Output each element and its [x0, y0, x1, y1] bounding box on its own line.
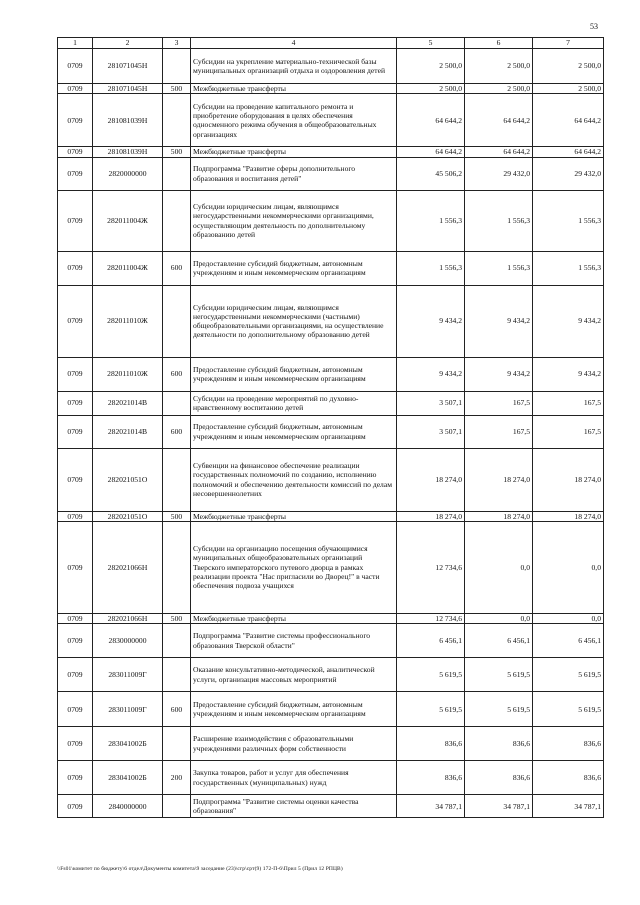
cell-c6: 6 456,1 — [465, 624, 533, 658]
cell-c3 — [163, 49, 191, 84]
cell-c6: 5 619,5 — [465, 658, 533, 692]
cell-c5: 9 434,2 — [397, 285, 465, 357]
cell-c7: 6 456,1 — [533, 624, 604, 658]
cell-c6: 5 619,5 — [465, 692, 533, 727]
cell-c4: Межбюджетные трансферты — [191, 613, 397, 623]
table-row — [58, 94, 604, 147]
table-row — [58, 448, 604, 511]
cell-c5: 2 500,0 — [397, 84, 465, 94]
cell-c2: 281071045Н — [93, 49, 163, 84]
cell-c5: 1 556,3 — [397, 251, 465, 285]
cell-c6: 9 434,2 — [465, 357, 533, 391]
cell-c4: Субсидии юридическим лицам, являющимся негосударственными некоммерческими (частными) общеобразовательными организациями, на осуществление деятельности по дополнительному образованию детей — [191, 285, 397, 357]
cell-c2: 281071045Н — [93, 84, 163, 94]
cell-c5: 3 507,1 — [397, 415, 465, 448]
cell-c7: 9 434,2 — [533, 357, 604, 391]
cell-c1: 0709 — [58, 727, 93, 761]
cell-c5: 6 456,1 — [397, 624, 465, 658]
cell-c2: 282021066Н — [93, 521, 163, 613]
cell-c7: 0,0 — [533, 613, 604, 623]
cell-c4: Субсидии на укрепление материально-технической базы муниципальных организаций отдыха и оздоровления детей — [191, 49, 397, 84]
cell-c4: Субсидии на проведение мероприятий по духовно-нравственному воспитанию детей — [191, 391, 397, 415]
cell-c3: 500 — [163, 84, 191, 94]
cell-c7: 167,5 — [533, 415, 604, 448]
cell-c2: 282021014В — [93, 415, 163, 448]
cell-c5: 5 619,5 — [397, 692, 465, 727]
cell-c5: 34 787,1 — [397, 795, 465, 818]
cell-c4: Предоставление субсидий бюджетным, автономным учреждениям и иным некоммерческим организациям — [191, 357, 397, 391]
budget-table — [57, 37, 604, 818]
table-row — [58, 147, 604, 157]
cell-c4: Субвенции на финансовое обеспечение реализации государственных полномочий по созданию, исполнению полномочий и обеспечению деятельности комиссий по делам несовершеннолетних — [191, 448, 397, 511]
cell-c2: 282011010Ж — [93, 357, 163, 391]
cell-c6: 2 500,0 — [465, 84, 533, 94]
cell-c6: 9 434,2 — [465, 285, 533, 357]
cell-c1: 0709 — [58, 624, 93, 658]
cell-c4: Субсидии на организацию посещения обучающимися муниципальных общеобразовательных организаций Тверского императорского путевого дворца в рамках реализации проекта "Нас пригласили во Дворец!" в части обеспечения подвоза учащихся — [191, 521, 397, 613]
cell-c5: 45 506,2 — [397, 157, 465, 190]
cell-c1: 0709 — [58, 761, 93, 795]
cell-c7: 29 432,0 — [533, 157, 604, 190]
cell-c5: 64 644,2 — [397, 147, 465, 157]
cell-c5: 2 500,0 — [397, 49, 465, 84]
cell-c3 — [163, 624, 191, 658]
cell-c2: 282021051О — [93, 448, 163, 511]
cell-c3 — [163, 448, 191, 511]
cell-c4: Подпрограмма "Развитие сферы дополнительного образования и воспитания детей" — [191, 157, 397, 190]
table-row — [58, 511, 604, 521]
cell-c2: 282011004Ж — [93, 190, 163, 251]
cell-c4: Субсидии юридическим лицам, являющимся негосударственными некоммерческими организациями, осуществляющим деятельность по дополнительному образованию детей — [191, 190, 397, 251]
cell-c6: 1 556,3 — [465, 190, 533, 251]
cell-c3: 600 — [163, 415, 191, 448]
table-row — [58, 727, 604, 761]
cell-c6: 1 556,3 — [465, 251, 533, 285]
cell-c2: 283041002Б — [93, 761, 163, 795]
cell-c1: 0709 — [58, 692, 93, 727]
cell-c2: 282011004Ж — [93, 251, 163, 285]
header-cell: 7 — [533, 38, 604, 49]
cell-c2: 2840000000 — [93, 795, 163, 818]
cell-c6: 64 644,2 — [465, 94, 533, 147]
cell-c1: 0709 — [58, 49, 93, 84]
cell-c5: 12 734,6 — [397, 521, 465, 613]
cell-c7: 836,6 — [533, 761, 604, 795]
cell-c2: 281081039Н — [93, 94, 163, 147]
cell-c7: 1 556,3 — [533, 190, 604, 251]
cell-c3 — [163, 727, 191, 761]
cell-c6: 836,6 — [465, 727, 533, 761]
cell-c1: 0709 — [58, 84, 93, 94]
cell-c3: 600 — [163, 251, 191, 285]
table-row — [58, 49, 604, 84]
cell-c4: Предоставление субсидий бюджетным, автономным учреждениям и иным некоммерческим организациям — [191, 692, 397, 727]
cell-c4: Подпрограмма "Развитие системы профессионального образования Тверской области" — [191, 624, 397, 658]
header-cell: 1 — [58, 38, 93, 49]
cell-c6: 2 500,0 — [465, 49, 533, 84]
file-path-footer: \\Fs01\комитет по бюджету\6 отдел\Документы комитета\9 заседание (23)\сгр\срт(9) 172-П-6\Прил 5 (Прил 12 РПЦВ) — [57, 866, 343, 872]
cell-c2: 283011009Г — [93, 692, 163, 727]
cell-c6: 64 644,2 — [465, 147, 533, 157]
cell-c3: 500 — [163, 511, 191, 521]
cell-c7: 18 274,0 — [533, 511, 604, 521]
cell-c3 — [163, 658, 191, 692]
cell-c5: 9 434,2 — [397, 357, 465, 391]
cell-c6: 18 274,0 — [465, 448, 533, 511]
table-row — [58, 795, 604, 818]
table-row — [58, 157, 604, 190]
cell-c3: 500 — [163, 147, 191, 157]
cell-c1: 0709 — [58, 190, 93, 251]
cell-c2: 282021014В — [93, 391, 163, 415]
header-cell: 6 — [465, 38, 533, 49]
header-cell: 5 — [397, 38, 465, 49]
cell-c7: 64 644,2 — [533, 147, 604, 157]
cell-c1: 0709 — [58, 415, 93, 448]
cell-c4: Предоставление субсидий бюджетным, автономным учреждениям и иным некоммерческим организациям — [191, 415, 397, 448]
cell-c4: Оказание консультативно-методической, аналитической услуги, организация массовых мероприятий — [191, 658, 397, 692]
table-row — [58, 285, 604, 357]
cell-c7: 2 500,0 — [533, 84, 604, 94]
cell-c5: 18 274,0 — [397, 511, 465, 521]
table-row — [58, 692, 604, 727]
cell-c1: 0709 — [58, 285, 93, 357]
cell-c1: 0709 — [58, 251, 93, 285]
cell-c6: 167,5 — [465, 391, 533, 415]
header-cell: 2 — [93, 38, 163, 49]
cell-c4: Межбюджетные трансферты — [191, 511, 397, 521]
cell-c3: 600 — [163, 357, 191, 391]
cell-c4: Расширение взаимодействия с образовательными учреждениями различных форм собственности — [191, 727, 397, 761]
cell-c5: 18 274,0 — [397, 448, 465, 511]
cell-c4: Субсидии на проведение капитального ремонта и приобретение оборудования в целях обеспечения односменного режима обучения в общеобразовательных организациях — [191, 94, 397, 147]
cell-c2: 2820000000 — [93, 157, 163, 190]
cell-c7: 18 274,0 — [533, 448, 604, 511]
table-row — [58, 624, 604, 658]
page-number: 53 — [590, 22, 598, 31]
header-row — [58, 38, 604, 49]
cell-c5: 5 619,5 — [397, 658, 465, 692]
cell-c6: 167,5 — [465, 415, 533, 448]
cell-c6: 34 787,1 — [465, 795, 533, 818]
cell-c7: 5 619,5 — [533, 692, 604, 727]
cell-c1: 0709 — [58, 357, 93, 391]
cell-c7: 34 787,1 — [533, 795, 604, 818]
cell-c5: 3 507,1 — [397, 391, 465, 415]
cell-c4: Межбюджетные трансферты — [191, 147, 397, 157]
table-row — [58, 251, 604, 285]
cell-c4: Закупка товаров, работ и услуг для обеспечения государственных (муниципальных) нужд — [191, 761, 397, 795]
cell-c3: 200 — [163, 761, 191, 795]
cell-c1: 0709 — [58, 147, 93, 157]
cell-c1: 0709 — [58, 157, 93, 190]
cell-c5: 12 734,6 — [397, 613, 465, 623]
cell-c2: 281081039Н — [93, 147, 163, 157]
cell-c7: 836,6 — [533, 727, 604, 761]
table-row — [58, 84, 604, 94]
cell-c2: 282011010Ж — [93, 285, 163, 357]
table-row — [58, 190, 604, 251]
cell-c5: 836,6 — [397, 727, 465, 761]
table-row — [58, 761, 604, 795]
cell-c1: 0709 — [58, 448, 93, 511]
cell-c2: 282021066Н — [93, 613, 163, 623]
table-row — [58, 521, 604, 613]
cell-c4: Подпрограмма "Развитие системы оценки качества образования" — [191, 795, 397, 818]
header-cell: 3 — [163, 38, 191, 49]
cell-c3: 600 — [163, 692, 191, 727]
cell-c3 — [163, 190, 191, 251]
cell-c3 — [163, 157, 191, 190]
cell-c6: 0,0 — [465, 613, 533, 623]
header-cell: 4 — [191, 38, 397, 49]
table-row — [58, 391, 604, 415]
cell-c1: 0709 — [58, 795, 93, 818]
table-row — [58, 658, 604, 692]
cell-c6: 836,6 — [465, 761, 533, 795]
cell-c6: 0,0 — [465, 521, 533, 613]
cell-c7: 167,5 — [533, 391, 604, 415]
cell-c7: 64 644,2 — [533, 94, 604, 147]
cell-c5: 836,6 — [397, 761, 465, 795]
cell-c3 — [163, 391, 191, 415]
cell-c2: 282021051О — [93, 511, 163, 521]
cell-c7: 0,0 — [533, 521, 604, 613]
cell-c3 — [163, 285, 191, 357]
cell-c5: 1 556,3 — [397, 190, 465, 251]
cell-c3 — [163, 521, 191, 613]
cell-c7: 9 434,2 — [533, 285, 604, 357]
cell-c7: 1 556,3 — [533, 251, 604, 285]
cell-c6: 29 432,0 — [465, 157, 533, 190]
cell-c7: 2 500,0 — [533, 49, 604, 84]
cell-c7: 5 619,5 — [533, 658, 604, 692]
table-row — [58, 613, 604, 623]
cell-c1: 0709 — [58, 613, 93, 623]
cell-c3 — [163, 94, 191, 147]
cell-c1: 0709 — [58, 511, 93, 521]
cell-c1: 0709 — [58, 521, 93, 613]
cell-c2: 283041002Б — [93, 727, 163, 761]
cell-c1: 0709 — [58, 391, 93, 415]
cell-c3 — [163, 795, 191, 818]
cell-c3: 500 — [163, 613, 191, 623]
cell-c4: Предоставление субсидий бюджетным, автономным учреждениям и иным некоммерческим организациям — [191, 251, 397, 285]
cell-c4: Межбюджетные трансферты — [191, 84, 397, 94]
cell-c6: 18 274,0 — [465, 511, 533, 521]
cell-c1: 0709 — [58, 658, 93, 692]
cell-c2: 2830000000 — [93, 624, 163, 658]
cell-c5: 64 644,2 — [397, 94, 465, 147]
table-row — [58, 357, 604, 391]
cell-c1: 0709 — [58, 94, 93, 147]
cell-c2: 283011009Г — [93, 658, 163, 692]
table-row — [58, 415, 604, 448]
